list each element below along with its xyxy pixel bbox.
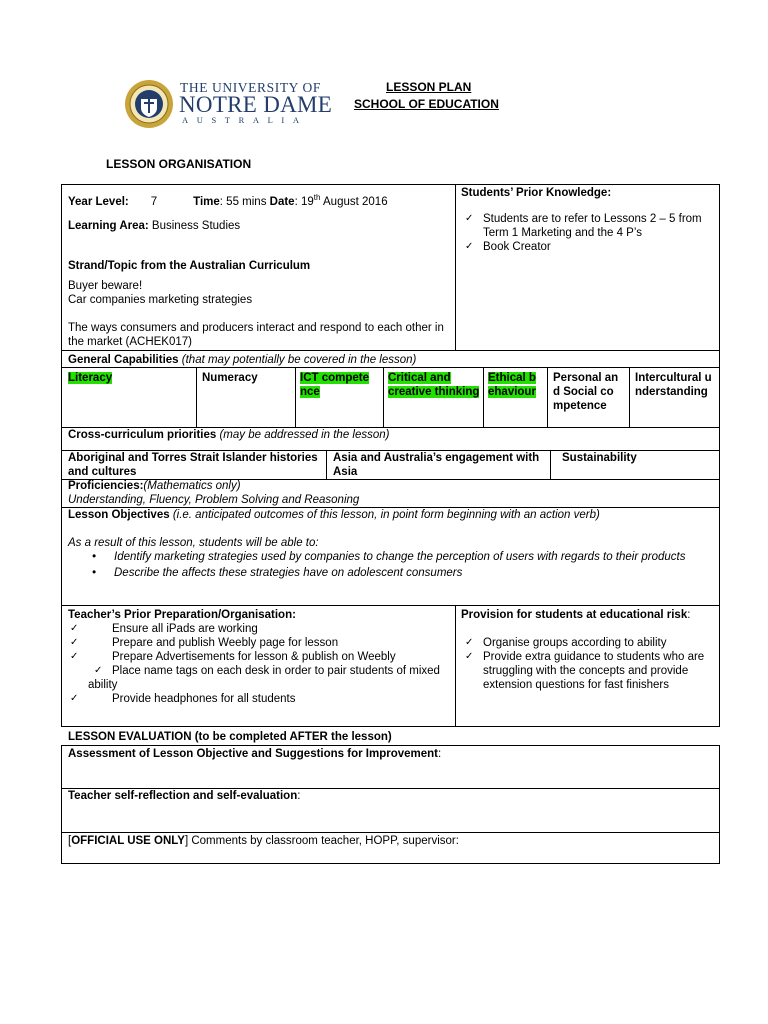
priority-aboriginal: Aboriginal and Torres Strait Islander histories and cultures [68,452,318,478]
prior-knowledge-list [461,212,715,254]
date-value: : 19 [294,195,314,208]
official-use-row: [OFFICIAL USE ONLY] Comments by classroom teacher, HOPP, supervisor: [68,835,459,847]
general-capabilities-note: (that may potentially be covered in the lesson) [178,354,417,366]
capability-personal-social: Personal and Social competence [553,372,619,412]
strand-line-1: Buyer beware! [68,280,143,292]
university-name-line2: NOTRE DAME [179,92,333,117]
capability-ethical: Ethical behaviour [488,372,536,398]
preparation-label: Teacher’s Prior Preparation/Organisation: [68,609,296,621]
learning-area-value: Business Studies [148,220,241,232]
section-heading: LESSON ORGANISATION [106,157,252,171]
evaluation-heading: LESSON EVALUATION (to be completed AFTER the lesson) [68,731,392,743]
prior-knowledge-label: Students’ Prior Knowledge: [461,187,612,199]
proficiencies-value: Understanding, Fluency, Problem Solving and Reasoning [68,494,360,506]
strand-label: Strand/Topic from the Australian Curriculum [68,260,311,272]
lesson-objectives-list [68,550,713,580]
year-level-label: Year Level: [68,195,129,208]
priority-asia: Asia and Australia’s engagement with Asia [333,452,540,478]
strand-description: The ways consumers and producers interact and respond to each other in the market (ACHEK017) [68,322,444,348]
date-month-year: August 2016 [320,195,388,208]
year-time-date-row [68,191,458,209]
provision-list [461,636,715,692]
university-name-line3: AUSTRALIA [182,115,308,125]
document-title: LESSON PLAN [386,80,472,94]
document-subtitle: SCHOOL OF EDUCATION [354,97,499,111]
preparation-item: ✓ Ensure all iPads are working [66,622,450,636]
assessment-label: Assessment of Lesson Objective and Suggestions for Improvement [68,748,439,760]
time-label: Time [193,195,220,208]
learning-area-label: Learning Area: [68,220,149,232]
capability-numeracy: Numeracy [202,372,258,384]
official-use-label: OFFICIAL USE ONLY [71,835,185,847]
lesson-objectives-note: (i.e. anticipated outcomes of this lesson, in point form beginning with an action verb) [169,509,600,521]
university-name-line1: THE UNIVERSITY OF [180,80,321,95]
preparation-item: ✓ Provide headphones for all students [66,692,450,706]
cross-curriculum-label: Cross-curriculum priorities [68,429,217,441]
proficiencies [68,479,708,507]
preparation-list [68,622,450,706]
time-value: : 55 mins [219,195,267,208]
objective-item: • Describe the affects these strategies have on adolescent consumers [68,566,713,580]
date-label: Date [269,195,295,208]
cross-curriculum-heading [68,428,708,442]
provision-item: ✓ Provide extra guidance to students who are struggling with the concepts and provide extension questions for fast finishers [461,650,715,692]
university-logo [124,79,334,129]
preparation-item: ✓ Place name tags on each desk in order to pair students of mixed ability [66,664,450,692]
prior-knowledge-item: ✓ Students are to refer to Lessons 2 – 5 from Term 1 Marketing and the 4 P’s [461,212,715,240]
capability-critical-thinking: Critical and creative thinking [388,372,480,398]
reflection-row: Teacher self-reflection and self-evaluation: [68,790,301,802]
university-seal-icon [124,79,174,129]
general-capabilities-label: General Capabilities [68,354,179,366]
capability-ict: ICT competence [300,372,370,398]
strand-line-2: Car companies marketing strategies [68,294,253,306]
priority-sustainability: Sustainability [562,452,637,464]
preparation-item: ✓ Prepare and publish Weebly page for lesson [66,636,450,650]
year-level-value: 7 [150,195,158,208]
official-use-comments: ] Comments by classroom teacher, HOPP, supervisor: [184,835,459,847]
objective-item: • Identify marketing strategies used by companies to change the perception of users with regards to their products [68,550,713,564]
date-suffix: th [313,193,321,202]
lesson-objectives-label: Lesson Objectives [68,509,170,521]
lesson-objectives-heading [68,508,713,522]
proficiencies-label: Proficiencies: [68,480,144,492]
reflection-label: Teacher self-reflection and self-evaluation [68,790,298,802]
provision-item: ✓ Organise groups according to ability [461,636,715,650]
preparation-item: ✓ Prepare Advertisements for lesson & publish on Weebly [66,650,450,664]
capability-intercultural: Intercultural understanding [635,372,712,398]
capability-literacy: Literacy [68,372,113,384]
provision-label: Provision for students at educational risk: [461,609,691,621]
learning-area [68,219,448,233]
prior-knowledge-item: ✓ Book Creator [461,240,715,254]
general-capabilities-heading [68,353,708,367]
proficiencies-note: (Mathematics only) [143,480,241,492]
assessment-row: Assessment of Lesson Objective and Suggestions for Improvement: [68,748,442,760]
lesson-objectives-intro: As a result of this lesson, students will be able to: [68,537,319,549]
cross-curriculum-note: (may be addressed in the lesson) [216,429,390,441]
